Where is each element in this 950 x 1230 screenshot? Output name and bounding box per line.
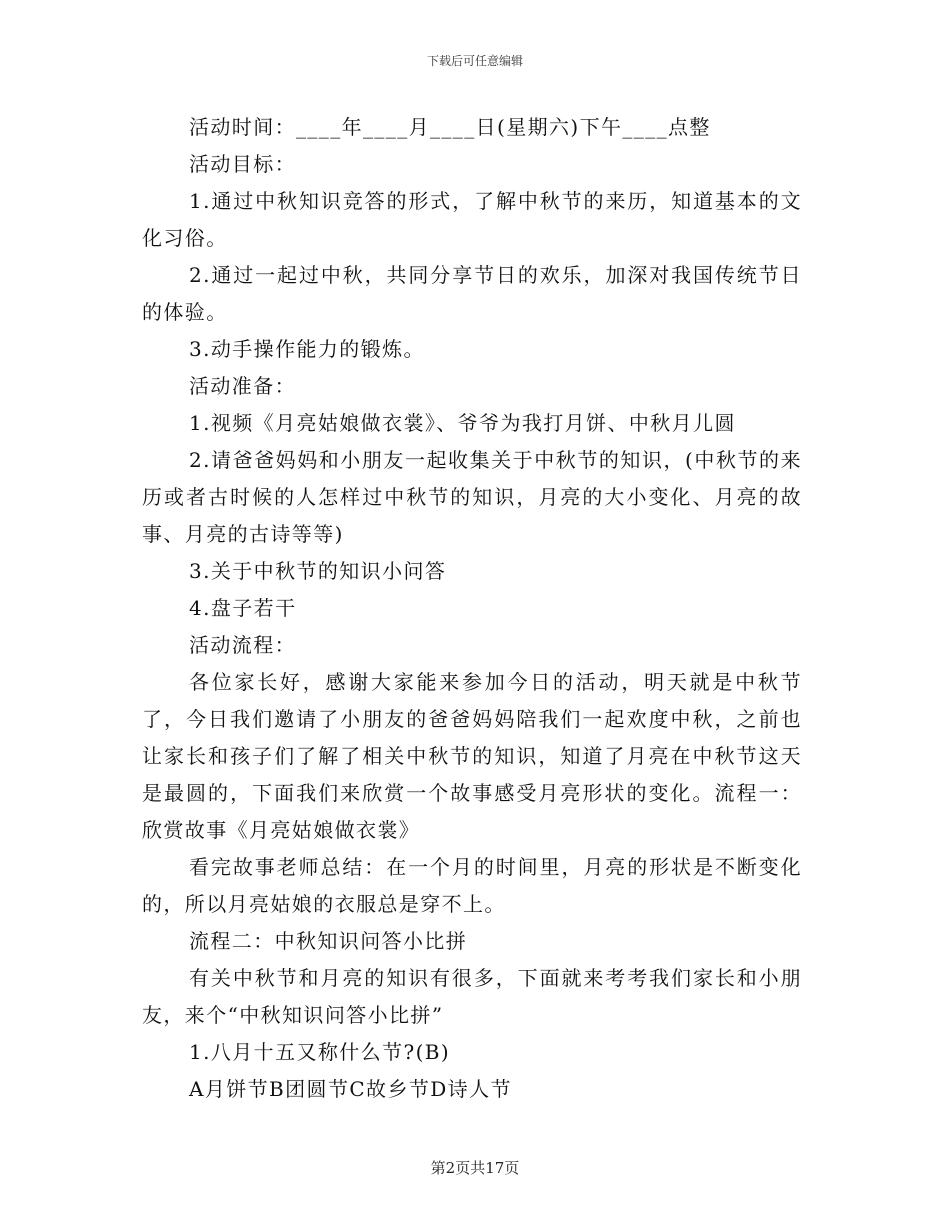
activity-time: 活动时间：____年____月____日(星期六)下午____点整	[189, 115, 711, 139]
preparation-item-1: 1.视频《月亮姑娘做衣裳》、爷爷为我打月饼、中秋月儿圆	[189, 411, 736, 435]
process-step-2-heading: 流程二：中秋知识问答小比拼	[189, 929, 468, 953]
goal-item-2: 2.通过一起过中秋，共同分享节日的欢乐，加深对我国传统节日的体验。	[142, 263, 802, 324]
preparation-item-2: 2.请爸爸妈妈和小朋友一起收集关于中秋节的知识，(中秋节的来历或者古时候的人怎样过中秋节的知识，月亮的大小变化、月亮的故事、月亮的古诗等等)	[142, 448, 802, 546]
section-heading-process: 活动流程：	[189, 633, 296, 657]
goal-item-1: 1.通过中秋知识竞答的形式，了解中秋节的来历，知道基本的文化习俗。	[142, 189, 802, 250]
section-heading-preparation: 活动准备：	[189, 374, 296, 398]
preparation-item-3: 3.关于中秋节的知识小问答	[189, 559, 447, 583]
quiz-question-1: 1.八月十五又称什么节?(B)	[189, 1040, 451, 1064]
quiz-options-1: A月饼节B团圆节C故乡节D诗人节	[189, 1077, 512, 1101]
page-header: 下载后可任意编辑	[426, 54, 523, 68]
teacher-summary-paragraph: 看完故事老师总结：在一个月的时间里，月亮的形状是不断变化的，所以月亮姑娘的衣服总是穿不上。	[142, 855, 802, 916]
process-intro-paragraph: 各位家长好，感谢大家能来参加今日的活动，明天就是中秋节了，今日我们邀请了小朋友的爸爸妈妈陪我们一起欢度中秋，之前也让家长和孩子们了解了相关中秋节的知识，知道了月亮在中秋节这天是最圆的，下面我们来欣赏一个故事感受月亮形状的变化。流程一：欣赏故事《月亮姑娘做衣裳》	[142, 670, 802, 842]
quiz-intro-paragraph: 有关中秋节和月亮的知识有很多，下面就来考考我们家长和小朋友，来个“中秋知识问答小比拼”	[142, 966, 802, 1027]
document-body	[142, 109, 802, 1108]
page-footer: 第2页共17页	[430, 1159, 520, 1177]
preparation-item-4: 4.盘子若干	[189, 596, 297, 620]
section-heading-goals: 活动目标：	[189, 152, 296, 176]
goal-item-3: 3.动手操作能力的锻炼。	[189, 337, 425, 361]
